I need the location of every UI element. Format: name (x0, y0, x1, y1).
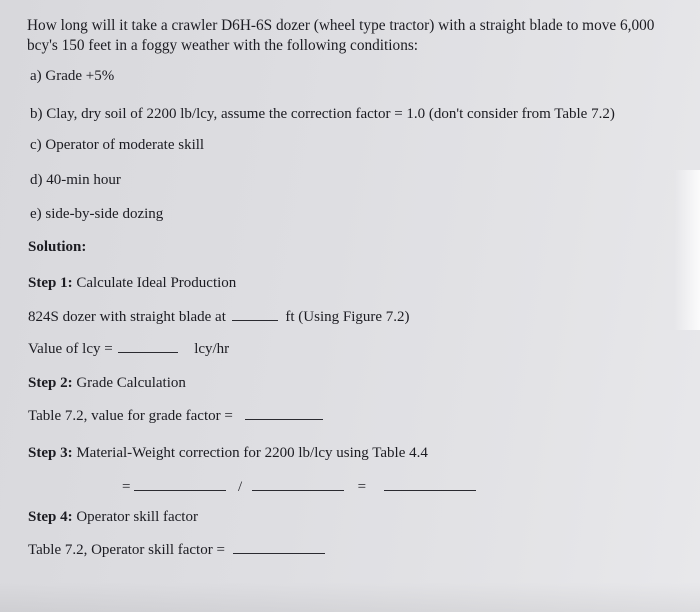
step1-lcy-line (28, 340, 229, 358)
step4-skill-line (28, 541, 325, 559)
condition-dozing: e) side-by-side dozing (30, 206, 164, 222)
grade-factor-blank[interactable] (245, 407, 323, 420)
equals-sign-2: = (357, 479, 367, 495)
step3-label: Step 3: (28, 445, 73, 461)
slash-sign: / (237, 479, 243, 495)
page-shadow (0, 582, 700, 612)
question-text: How long will it take a crawler D6H-6S dozer (wheel type tractor) with a straight blade to move 6,000 bcy's 150 feet in a foggy weather with the following conditions: (27, 17, 655, 54)
step1-distance-unit: ft (Using Figure 7.2) (285, 309, 410, 325)
equals-sign-1: = (122, 479, 131, 495)
condition-grade: a) Grade +5% (30, 68, 115, 84)
step1-distance-label: 824S dozer with straight blade at (28, 309, 226, 325)
step1-heading (28, 274, 236, 292)
step1-lcy-label: Value of lcy = (28, 341, 113, 357)
step2-heading (28, 374, 186, 392)
condition-hour: d) 40-min hour (30, 172, 121, 188)
step3-equation (122, 478, 476, 496)
step2-grade-line (28, 407, 323, 425)
lcy-blank[interactable] (118, 340, 178, 353)
step1-title: Calculate Ideal Production (76, 275, 237, 291)
material-weight-blank[interactable] (134, 478, 226, 491)
step4-title: Operator skill factor (76, 509, 198, 525)
step1-lcy-unit: lcy/hr (194, 341, 230, 357)
solution-heading: Solution: (28, 239, 87, 255)
step2-label: Step 2: (28, 375, 73, 391)
light-glare (674, 170, 700, 330)
step1-label: Step 1: (28, 275, 73, 291)
distance-blank[interactable] (232, 308, 278, 321)
step3-heading (28, 444, 428, 462)
step2-grade-label: Table 7.2, value for grade factor = (28, 408, 233, 424)
condition-soil: b) Clay, dry soil of 2200 lb/lcy, assume the correction factor = 1.0 (don't consider from Table 7.2) (30, 106, 615, 122)
step4-label: Step 4: (28, 509, 73, 525)
step2-title: Grade Calculation (76, 375, 186, 391)
operator-skill-blank[interactable] (233, 541, 325, 554)
condition-operator: c) Operator of moderate skill (30, 137, 205, 153)
step1-distance-line (28, 308, 410, 326)
step4-skill-label: Table 7.2, Operator skill factor = (28, 542, 225, 558)
step4-heading (28, 508, 198, 526)
step3-title: Material-Weight correction for 2200 lb/lcy using Table 4.4 (76, 445, 428, 461)
standard-weight-blank[interactable] (252, 478, 344, 491)
weight-correction-blank[interactable] (384, 478, 476, 491)
